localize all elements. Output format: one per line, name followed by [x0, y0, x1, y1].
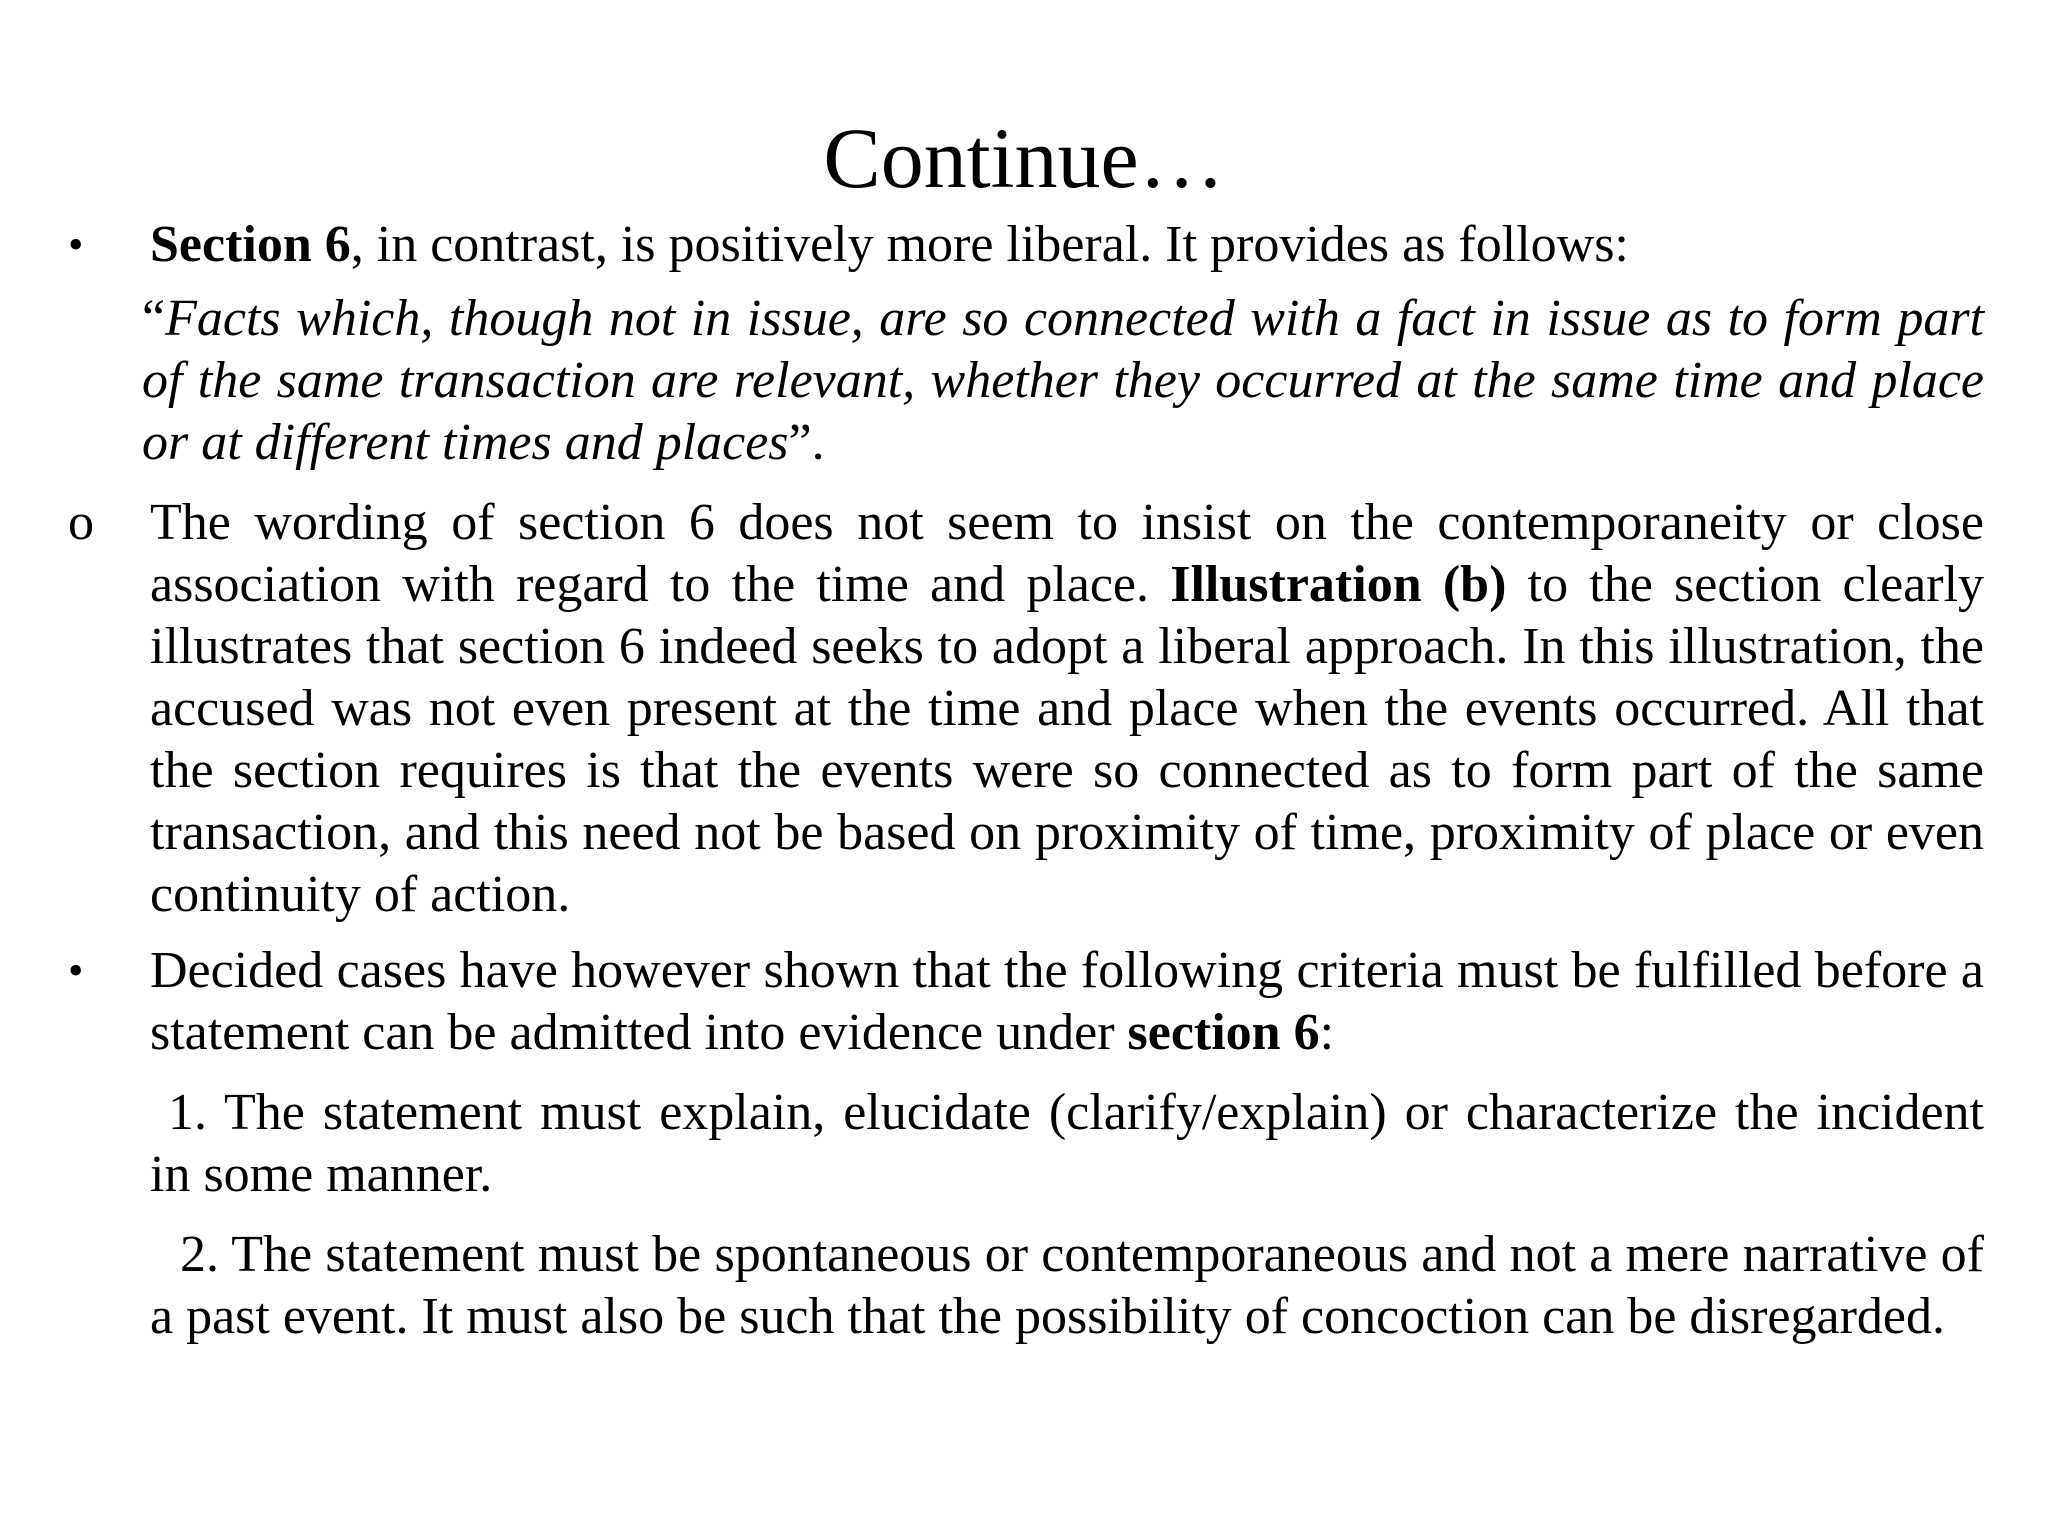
quote-close: ”. [788, 414, 825, 471]
slide-body [68, 214, 1984, 1348]
bold-section-ref: section 6 [1127, 1004, 1320, 1061]
bullet-text-before: Decided cases have however shown that the following criteria must be fulfilled before a statement can be admitted into evidence under [150, 942, 1984, 1061]
bullet-marker: • [68, 220, 84, 269]
quoted-provision [68, 288, 1984, 474]
criterion-2 [68, 1224, 1984, 1348]
quote-text: Facts which, though not in issue, are so connected with a fact in issue as to form part of the same transaction are relevant, whether they occurred at the same time and place or at different times and places [142, 290, 1984, 471]
quote-open: “ [142, 290, 166, 347]
bullet-text: , in contrast, is positively more liberal. It provides as follows: [350, 216, 1629, 273]
bullet-item-wording [68, 492, 1984, 926]
slide-title: Continue… [823, 110, 1225, 206]
bullet-marker: • [68, 946, 84, 995]
bullet-text-after: : [1319, 1004, 1335, 1061]
bold-lead: Section 6 [150, 216, 351, 273]
criterion-text: 1. The statement must explain, elucidate (clarify/explain) or characterize the incident in some manner. [150, 1084, 1984, 1203]
bullet-marker: o [68, 494, 94, 551]
criterion-1 [68, 1082, 1984, 1206]
bullet-text-before: The wording of section 6 does not seem to insist on the contemporaneity or close association with regard to the time and place. [150, 494, 1984, 613]
criterion-text: 2. The statement must be spontaneous or contemporaneous and not a mere narrative of a past event. It must also be such that the possibility of concoction can be disregarded. [150, 1226, 1984, 1345]
bullet-item-decided-cases [68, 940, 1984, 1064]
bold-illustration: Illustration (b) [1170, 556, 1507, 613]
bullet-text-after: to the section clearly illustrates that section 6 indeed seeks to adopt a liberal approach. In this illustration, the accused was not even present at the time and place when the events occurred. All that the section requires is that the events were so connected as to form part of the same transaction, and this need not be based on proximity of time, proximity of place or even continuity of action. [150, 556, 1985, 923]
bullet-item-section-6 [68, 214, 1984, 276]
